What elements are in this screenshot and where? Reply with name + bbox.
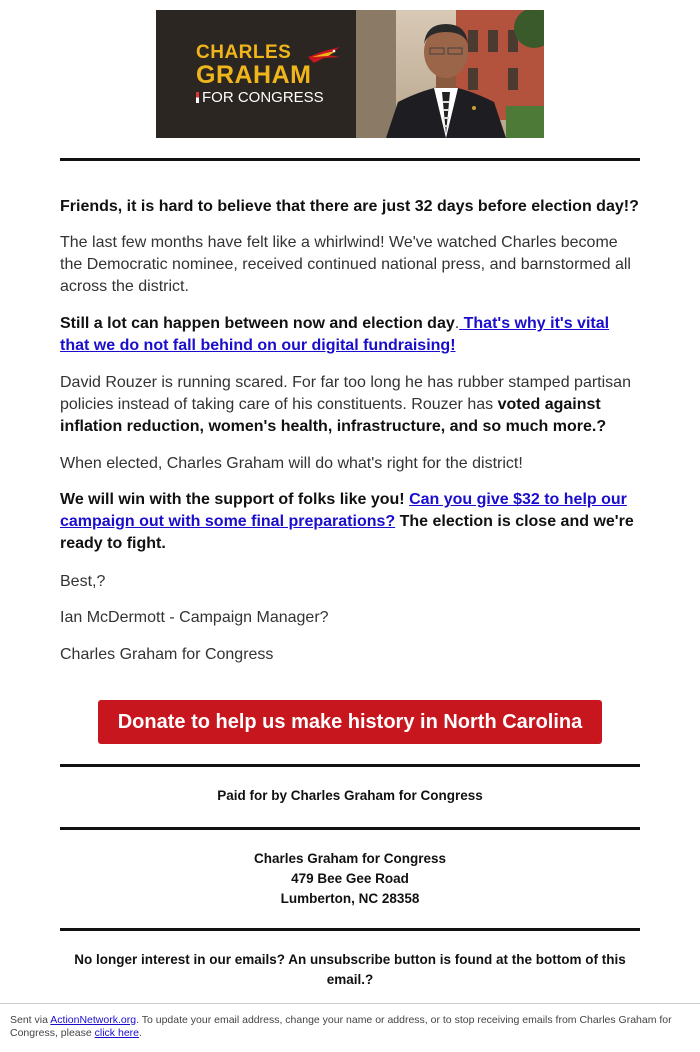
digital-fundraising-link[interactable]: That's why it's vital that we do not fall behind on our digital fundraising! (60, 315, 610, 354)
action-network-link[interactable]: ActionNetwork.org (50, 1014, 137, 1026)
divider (60, 158, 640, 161)
divider (60, 827, 640, 830)
fundraising-bold-text: Still a lot can happen between now and election day (60, 315, 455, 332)
address-name: Charles Graham for Congress (253, 851, 447, 866)
footer-prefix: Sent via (10, 1014, 51, 1026)
address-city: Lumberton, NC 28358 (280, 891, 420, 906)
campaign-banner (156, 10, 544, 138)
divider (60, 764, 640, 767)
logo-first-name: CHARLES (196, 42, 292, 63)
logo-tagline (196, 90, 324, 105)
support-bold-text: We will win with the support of folks like you! (60, 491, 405, 508)
paid-for-disclaimer: Paid for by Charles Graham for Congress (217, 788, 483, 803)
give-32-link[interactable]: Can you give $32 to help our campaign out with some final preparations? (60, 491, 627, 530)
click-here-link[interactable]: click here (94, 1027, 139, 1039)
divider (60, 928, 640, 931)
paragraph-rouzer (60, 372, 640, 438)
logo-last-name: GRAHAM (196, 61, 312, 89)
campaign-logo (196, 43, 324, 105)
footer-middle: . To update your email address, change your name or address, or to stop receiving emails from Charles Graham for Congress, please (10, 1014, 672, 1039)
fundraising-separator: . (454, 315, 460, 332)
unsubscribe-note: No longer interest in our emails? An unsubscribe button is found at the bottom of this email.? (74, 952, 626, 987)
paragraph-support (60, 489, 640, 555)
donate-button[interactable]: Donate to help us make history in North Carolina (98, 700, 602, 744)
paragraph-fundraising (60, 313, 640, 357)
flag-mark-icon (196, 92, 199, 103)
mailing-address (60, 849, 640, 909)
paragraph-elected: When elected, Charles Graham will do what's right for the district! (60, 455, 523, 472)
org-text: Charles Graham for Congress (60, 646, 274, 663)
signoff-text: Best,? (60, 573, 106, 590)
rouzer-plain-text: David Rouzer is running scared. For far too long he has rubber stamped partisan policies instead of taking care of his constituents. Rouzer has (60, 374, 631, 413)
logo-tagline-text: FOR CONGRESS (202, 89, 324, 106)
paragraph-whirlwind: The last few months have felt like a whirlwind! We've watched Charles become the Democratic nominee, received continued national press, and barnstormed all across the district. (60, 234, 631, 295)
footer-suffix: . (139, 1027, 142, 1039)
signer-text: Ian McDermott - Campaign Manager? (60, 609, 329, 626)
footer-text (10, 1014, 690, 1040)
email-footer (0, 1003, 700, 1052)
rouzer-bold-text: voted against inflation reduction, women's health, infrastructure, and so much more.? (60, 396, 607, 435)
candidate-photo (356, 10, 544, 138)
greeting-text: Friends, it is hard to believe that there are just 32 days before election day!? (60, 198, 639, 215)
address-street: 479 Bee Gee Road (291, 871, 409, 886)
support-closing-text: The election is close and we're ready to fight. (60, 513, 634, 552)
bird-logo-icon (306, 45, 342, 65)
